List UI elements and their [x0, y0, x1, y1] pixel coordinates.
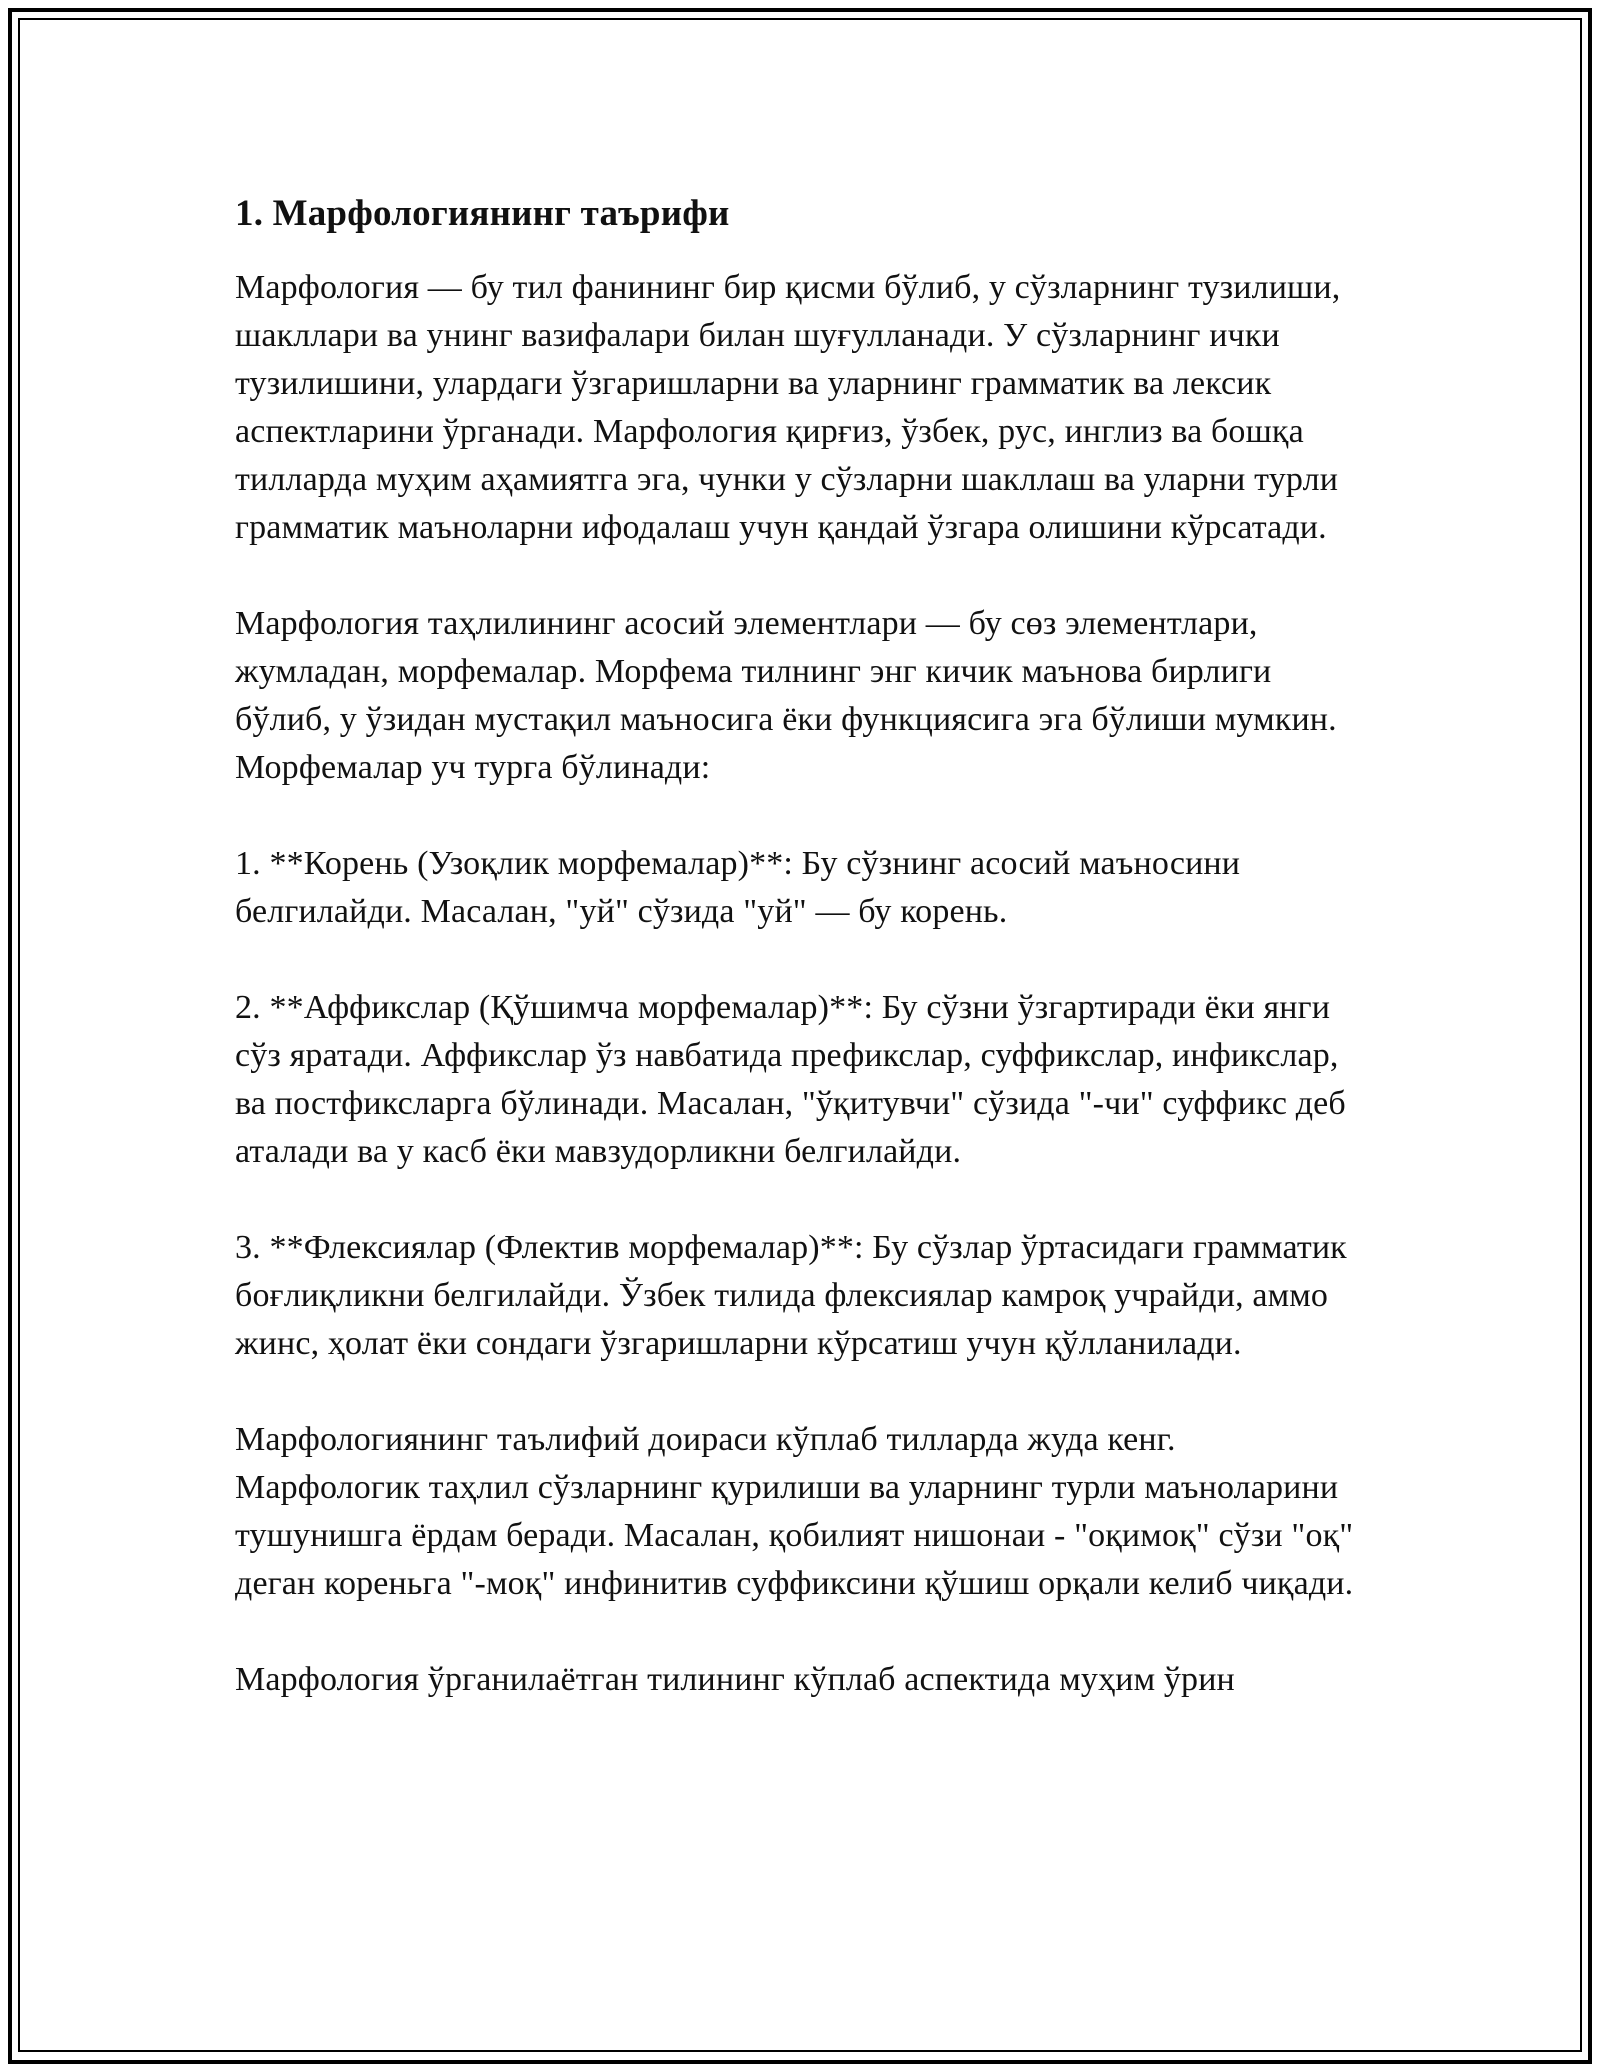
- list-item-affixes: 2. **Аффикслар (Қўшимча морфемалар)**: Бу сўзни ўзгартиради ёки янги сўз яратади. Аффикслар ўз навбатида префикслар, суффикслар, инфикслар, ва постфиксларга бўлинади. Масалан, "ўқитувчи" сўзида "-чи" суффикс деб аталади ва у касб ёки мавзудорликни белгилайди.: [235, 989, 1346, 1170]
- list-item-inflections: 3. **Флексиялар (Флектив морфемалар)**: Бу сўзлар ўртасидаги грамматик боғлиқликни белгилайди. Ўзбек тилида флексиялар камроқ учрайди, аммо жинс, ҳолат ёки сондаги ўзгаришларни кўрсатиш учун қўлланилади.: [235, 1229, 1347, 1362]
- paragraph-conclusion: Марфология ўрганилаётган тилининг кўплаб аспектида муҳим ўрин: [235, 1661, 1235, 1698]
- section-heading: 1. Марфологиянинг таърифи: [235, 193, 730, 234]
- list-item-root: 1. **Корень (Узоқлик морфемалар)**: Бу сўзнинг асосий маъносини белгилайди. Масалан, "уй" сўзида "уй" — бу корень.: [235, 845, 1241, 930]
- paragraph-scope: Марфологиянинг таълифий доираси кўплаб тилларда жуда кенг. Марфологик таҳлил сўзларнинг қурилиши ва уларнинг турли маъноларини тушунишга ёрдам беради. Масалан, қобилият нишонаи - "оқимоқ" сўзи "оқ" деган кореньга "-моқ" инфинитив суффиксини қўшиш орқали келиб чиқади.: [235, 1421, 1354, 1602]
- document-body: [235, 184, 1365, 1752]
- paragraph-definition: Марфология — бу тил фанининг бир қисми бўлиб, у сўзларнинг тузилиши, шакллари ва унинг вазифалари билан шуғулланади. У сўзларнинг ички тузилишини, улардаги ўзгаришларни ва уларнинг грамматик ва лексик аспектларини ўрганади. Марфология қирғиз, ўзбек, рус, инглиз ва бошқа тилларда муҳим аҳамиятга эга, чунки у сўзларни шакллаш ва уларни турли грамматик маъноларни ифодалаш учун қандай ўзгара олишини кўрсатади.: [235, 269, 1341, 546]
- paragraph-morphemes-intro: Марфология таҳлилининг асосий элементлари — бу сөз элементлари, жумладан, морфемалар. Морфема тилнинг энг кичик маънова бирлиги бўлиб, у ўзидан мустақил маъносига ёки функциясига эга бўлиши мумкин. Морфемалар уч турга бўлинади:: [235, 605, 1337, 786]
